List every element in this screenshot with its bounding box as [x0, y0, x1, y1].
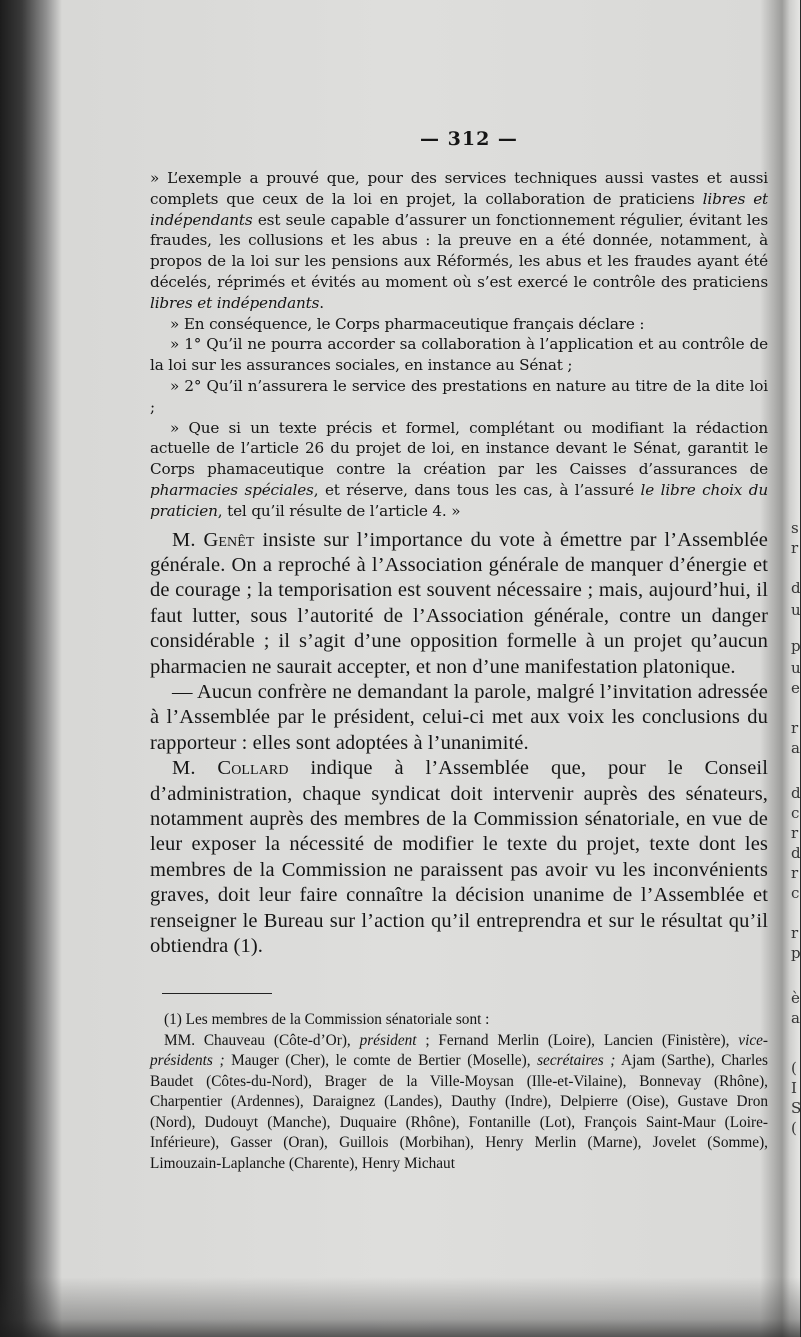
speaker-name: Collard — [217, 757, 289, 780]
footnote-intro: (1) Les membres de la Commission sénatoriale sont : — [164, 1011, 490, 1029]
page-content — [150, 120, 768, 1174]
body-paragraph-collard: M. Collard indique à l’Assemblée que, pour le Conseil d’administration, chaque syndicat doit intervenir auprès des sénateurs, notamment auprès des membres de la Commission sénatoriale, en vue de leur exposer la nécessité de modifier le texte du projet, texte dont les membres de la Commission ne paraissent pas avoir vu les inconvénients graves, doit leur faire connaître la décision unanime de l’Assemblée et renseigner le Bureau sur l’action qu’il entreprendra et sur le résultat qu’il obtiendra (1). — [150, 757, 768, 958]
page-number: — 312 — — [420, 128, 518, 150]
edge-letter: u — [791, 601, 801, 619]
footnote-members: MM. Chauveau (Côte-d’Or), président ; Fernand Merlin (Loire), Lancien (Finistère), vice-présidents ; Mauger (Cher), le comte de Bertier (Moselle), secrétaires ; Ajam (Sarthe), Charles Baudet (Côtes-du-Nord), Brager de la Ville-Moysan (Ille-et-Vilaine), Bonnevay (Rhône), Charpentier (Ardennes), Daraignez (Landes), Dauthy (Indre), Delpierre (Oise), Gustave Dron (Nord), Dudouyt (Manche), Duquaire (Rhône), Fontanille (Lot), François Saint-Maur (Loire-Inférieure), Gasser (Oran), Guillois (Morbihan), Henry Merlin (Marne), Jovelet (Somme), Limouzain-Laplanche (Charente), Henry Michaut — [150, 1031, 768, 1172]
edge-letter: d — [791, 784, 801, 802]
quote-paragraph-4: » 2° Qu’il n’assurera le service des prestations en nature au titre de la dite loi ; — [150, 376, 768, 416]
edge-letter: I — [791, 1079, 797, 1097]
edge-letter: c — [791, 804, 800, 822]
edge-letter: u — [791, 659, 801, 677]
edge-letter: d — [791, 844, 801, 862]
edge-letter: r — [791, 719, 799, 737]
edge-letter: d — [791, 579, 801, 597]
edge-letter: a — [791, 739, 800, 757]
speaker-name: Genêt — [203, 528, 255, 551]
scan-shadow — [0, 1277, 800, 1337]
quoted-declaration — [150, 168, 768, 522]
edge-letter: c — [791, 884, 800, 902]
edge-letter: s — [791, 519, 799, 537]
edge-letter: a — [791, 1009, 800, 1027]
quote-paragraph-1: » L’exemple a prouvé que, pour des services techniques aussi vastes et aussi complets que ceux de la loi en projet, la collaboration de praticiens libres et indépendants est seule capable d’assurer un fonctionnement régulier, évitant les fraudes, les collusions et les abus : la preuve en a été donnée, notamment, à propos de la loi sur les pensions aux Réformés, les abus et les fraudes ayant été décelés, réprimés et évités au moment où s’est exercé le contrôle des praticiens libres et indépendants. — [150, 169, 768, 312]
quote-paragraph-5: » Que si un texte précis et formel, complétant ou modifiant la rédaction actuelle de l’article 26 du projet de loi, en instance devant le Sénat, garantit le Corps phamaceutique contre la création par les Caisses d’assurances de pharmacies spéciales, et réserve, dans tous les cas, à l’assuré le libre choix du praticien, tel qu’il résulte de l’article 4. » — [150, 418, 768, 520]
minutes-text — [150, 528, 768, 960]
edge-letter: p — [791, 637, 801, 655]
body-paragraph-vote: — Aucun confrère ne demandant la parole, malgré l’invitation adressée à l’Assemblée par le président, celui-ci met aux voix les conclusions du rapporteur : elles sont adoptées à l’unanimité. — [150, 680, 768, 754]
edge-letter: r — [791, 539, 799, 557]
edge-letter: r — [791, 824, 799, 842]
edge-letter: e — [791, 679, 800, 697]
body-paragraph-genet: M. Genêt insiste sur l’importance du vote à émettre par l’Assemblée générale. On a reproché à l’Association générale de manquer d’énergie et de courage ; la temporisation est souvent nécessaire ; mais, aujourd’hui, il faut lutter, sous l’autorité de l’Association générale, contre un danger considérable ; il s’agit d’une opposition formelle à un projet qu’aucun pharmacien ne saurait accepter, et non d’une manifestation platonique. — [150, 528, 769, 678]
edge-letter: r — [791, 864, 799, 882]
edge-letter: ( — [791, 1119, 797, 1137]
edge-letter: r — [791, 924, 799, 942]
edge-letter: S — [791, 1099, 801, 1117]
quote-paragraph-2: » En conséquence, le Corps pharmaceutique français déclare : — [170, 314, 645, 333]
quote-paragraph-3: » 1° Qu’il ne pourra accorder sa collaboration à l’application et au contrôle de la loi sur les assurances sociales, en instance au Sénat ; — [150, 335, 768, 375]
edge-letter: p — [791, 944, 801, 962]
edge-letter: è — [791, 989, 800, 1007]
footnote — [150, 1010, 768, 1174]
footnote-divider — [162, 993, 272, 994]
edge-letter: ( — [791, 1059, 797, 1077]
